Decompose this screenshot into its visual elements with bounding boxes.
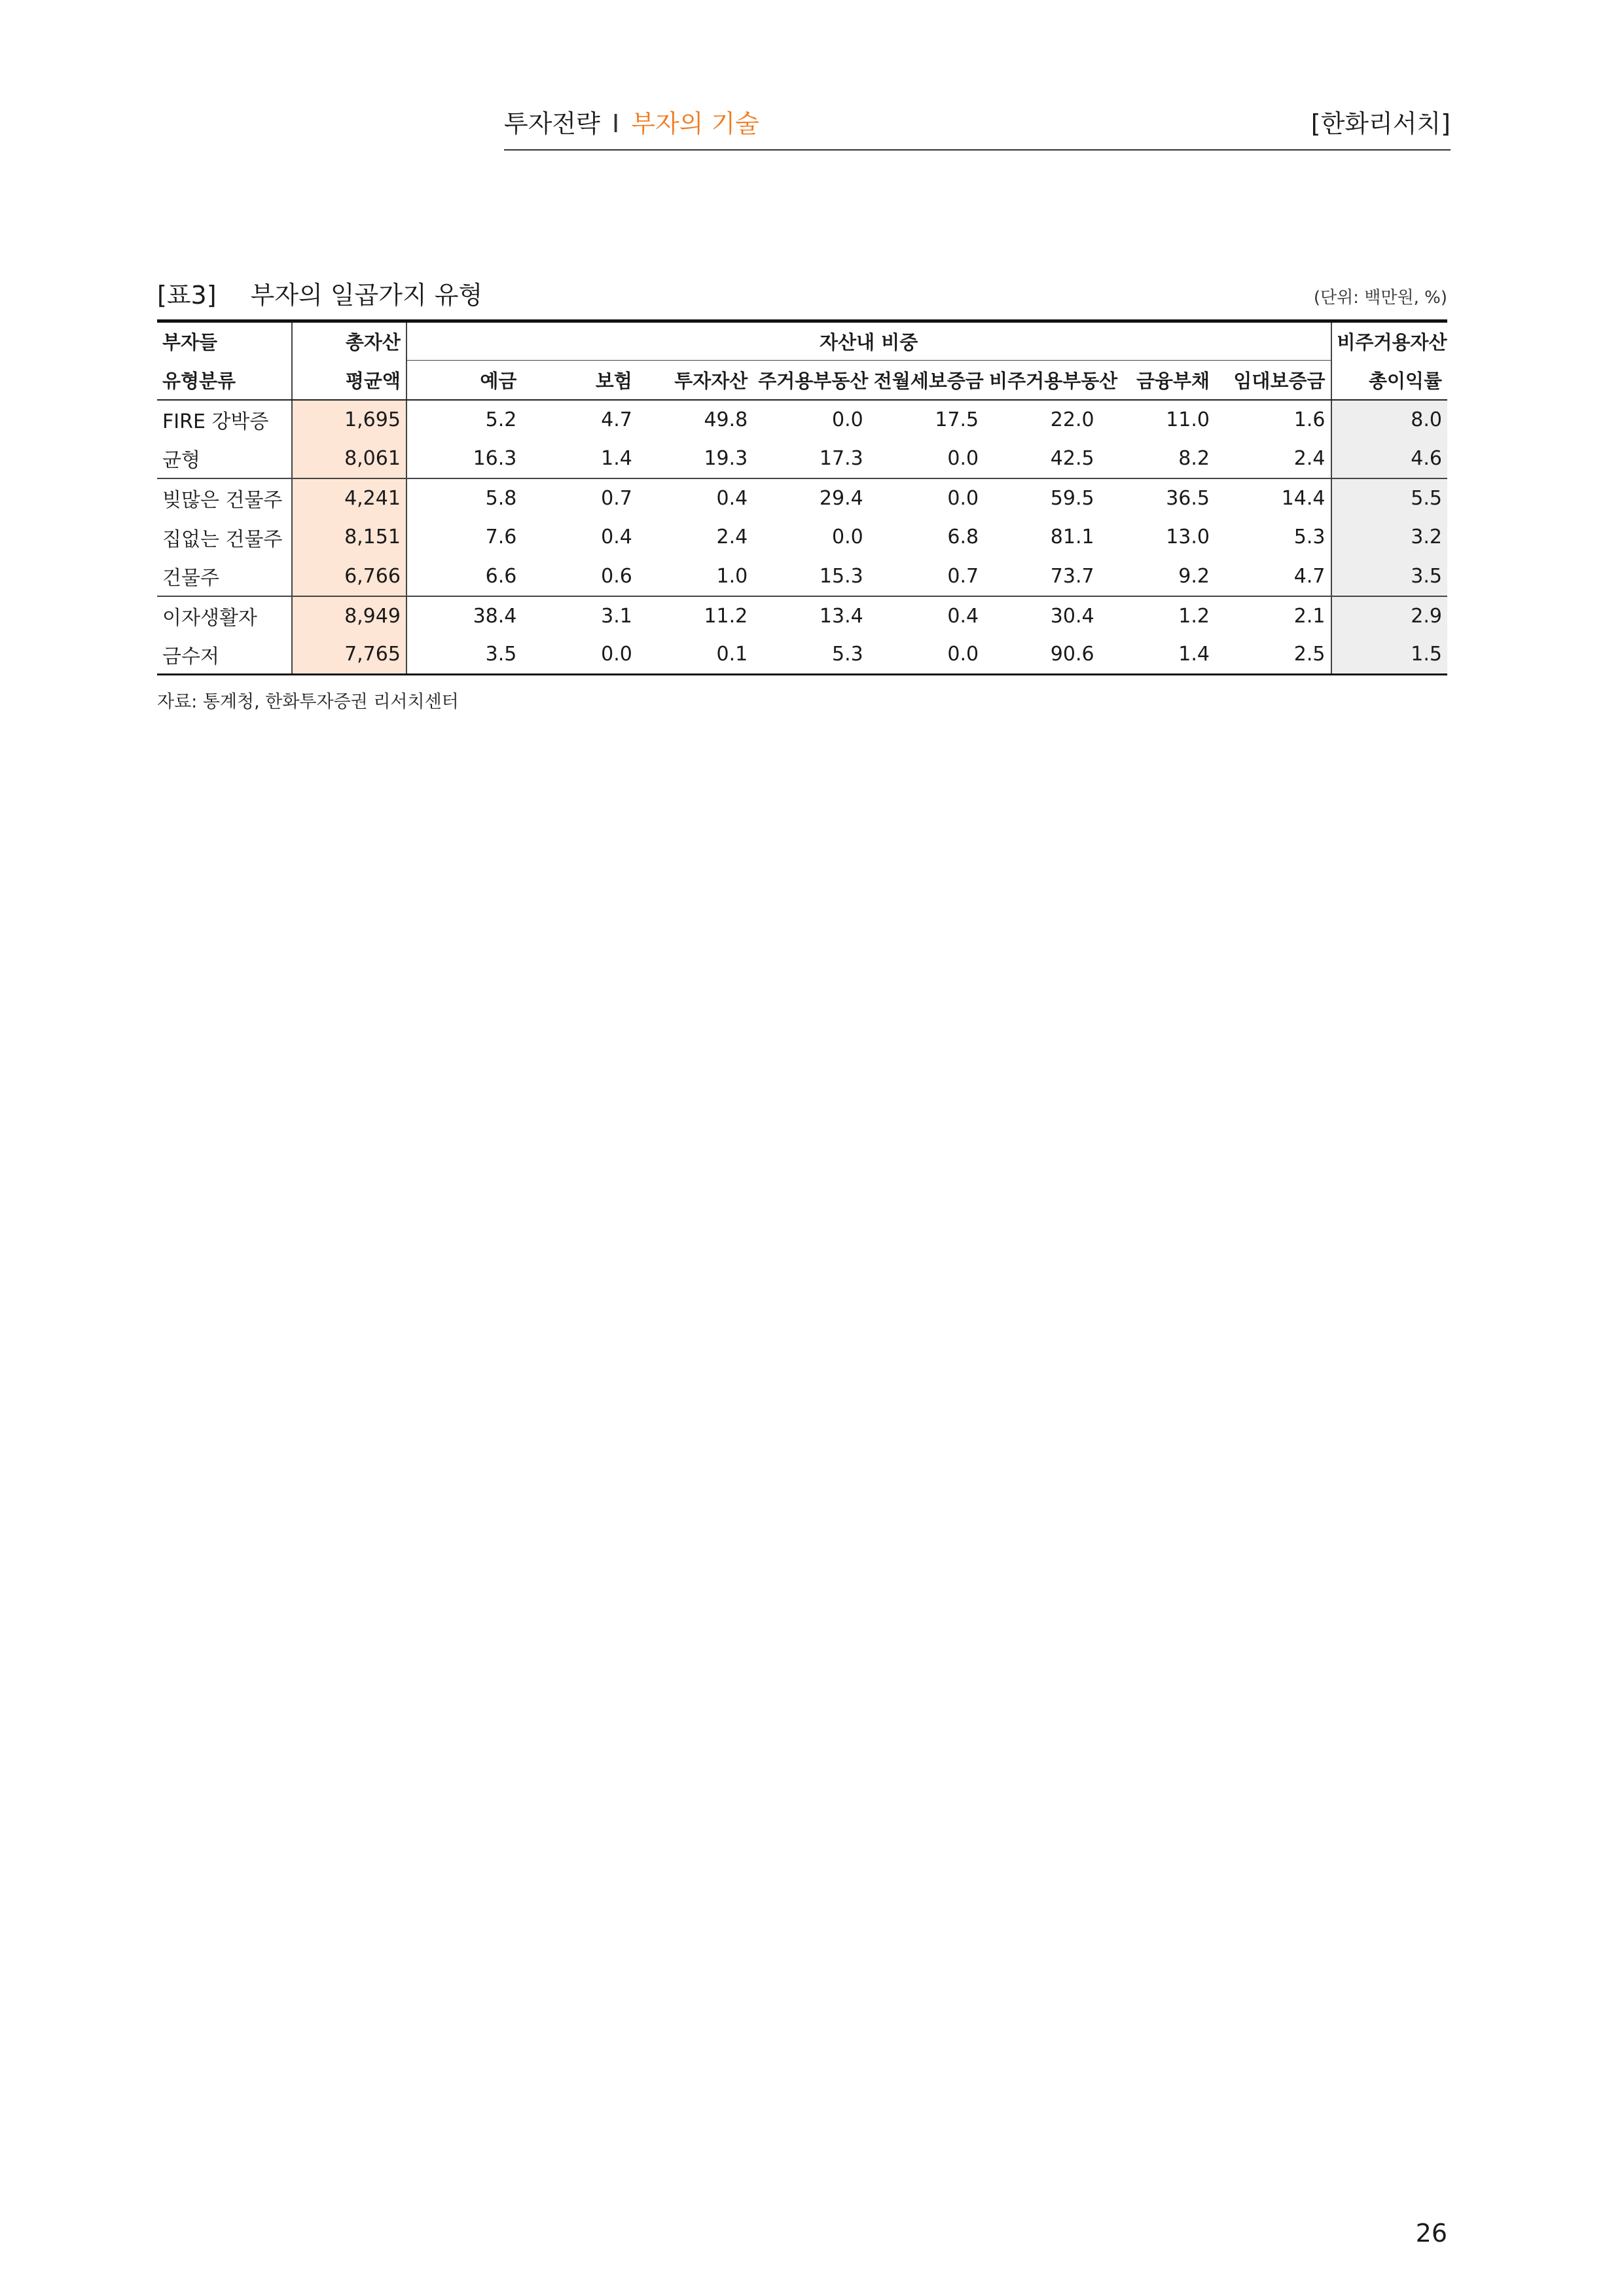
row-label: 균형: [157, 439, 292, 478]
table-cell: 2.4: [1215, 439, 1331, 478]
table-cell: 8,949: [292, 596, 406, 636]
table-cell: 5.2: [485, 408, 517, 431]
table-cell: 5.3: [753, 636, 868, 675]
table-row: [157, 400, 1447, 439]
table-cell: 59.5: [984, 478, 1099, 518]
header-row-1: [157, 321, 1447, 361]
table-cell: 1.6: [1215, 400, 1331, 439]
header-cell: 총자산: [292, 321, 406, 361]
table-cell: 2.9: [1331, 596, 1448, 636]
table-row: [157, 518, 1447, 557]
table-cell: 0.4: [601, 526, 632, 548]
header-cell: 비주거용부동산: [984, 361, 1099, 400]
table-cell: 29.4: [753, 478, 868, 518]
table-cell: 11.0: [1166, 408, 1210, 431]
row-label: 집없는 건물주: [157, 518, 292, 557]
header-cell: 평균액: [292, 361, 406, 400]
table-cell: 8,061: [292, 439, 406, 478]
table-cell: 2.5: [1215, 636, 1331, 675]
table-cell: 30.4: [984, 596, 1099, 636]
table-row: [157, 439, 1447, 478]
table-cell: 1,695: [292, 400, 406, 439]
table-cell: 0.7: [947, 564, 979, 588]
table-cell: 17.5: [935, 408, 979, 431]
table-cell: 0.1: [638, 636, 753, 675]
table-cell: 81.1: [1050, 526, 1094, 548]
table-cell: 8.0: [1331, 400, 1448, 439]
table-cell: 0.0: [831, 408, 863, 431]
table-cell: 1.4: [601, 446, 632, 470]
table-cell: 3.1: [522, 596, 637, 636]
table-cell: 13.4: [753, 596, 868, 636]
table-cell: 36.5: [1100, 478, 1215, 518]
table-unit: (단위: 백만원, %): [1313, 288, 1447, 308]
table-cell: 16.3: [473, 446, 517, 470]
header-cell: 보험: [522, 361, 637, 400]
table-cell: 13.0: [1166, 526, 1210, 548]
table-cell: 3.5: [406, 636, 522, 675]
header-row-2: [157, 361, 1447, 400]
header-section: 투자전략: [504, 109, 600, 138]
table-cell: 3.5: [1331, 557, 1448, 596]
header-cell: 비주거용자산: [1331, 321, 1448, 361]
table-cell: 0.4: [638, 478, 753, 518]
table-cell: 8.2: [1178, 446, 1210, 470]
header-cell: 투자자산: [638, 361, 753, 400]
table-title-text: 부자의 일곱가지 유형: [250, 281, 483, 310]
row-label: 금수저: [157, 636, 292, 675]
table-cell: 0.0: [947, 446, 979, 470]
header-cell: 임대보증금: [1215, 361, 1331, 400]
table-cell: 0.0: [831, 526, 863, 548]
table-cell: 0.6: [601, 564, 632, 588]
table-cell: 38.4: [406, 596, 522, 636]
table-cell: 3.2: [1331, 518, 1448, 557]
table-row: [157, 636, 1447, 675]
table-cell: 6.8: [947, 526, 979, 548]
table-title: [157, 275, 482, 311]
table-cell: 6,766: [292, 557, 406, 596]
table-cell: 0.4: [869, 596, 984, 636]
table-cell: 42.5: [1050, 446, 1094, 470]
data-table: [157, 319, 1447, 675]
header-group-cell: 자산내 비중: [406, 321, 1331, 361]
table-source: 자료: 통계청, 한화투자증권 리서치센터: [157, 692, 459, 712]
header-cell: 부자들: [157, 321, 292, 361]
header-cell: 총이익률: [1331, 361, 1448, 400]
table-cell: 14.4: [1215, 478, 1331, 518]
table-cell: 17.3: [819, 446, 863, 470]
table-cell: 11.2: [638, 596, 753, 636]
header-cell: 전월세보증금: [869, 361, 984, 400]
table-cell: 2.1: [1215, 596, 1331, 636]
table-cell: 2.4: [716, 526, 748, 548]
row-label: FIRE 강박증: [157, 400, 292, 439]
header-cell: 예금: [406, 361, 522, 400]
table-cell: 8,151: [292, 518, 406, 557]
page-number: 26: [1415, 2219, 1447, 2248]
table-cell: 19.3: [704, 446, 748, 470]
header-topic: 부자의 기술: [631, 109, 759, 138]
table-cell: 4.7: [1215, 557, 1331, 596]
header-cell: 주거용부동산: [753, 361, 868, 400]
table-cell: 1.0: [716, 564, 748, 588]
table-cell: 1.4: [1100, 636, 1215, 675]
table-row: [157, 596, 1447, 636]
table-cell: 5.8: [406, 478, 522, 518]
table-row: [157, 478, 1447, 518]
table-cell: 1.2: [1100, 596, 1215, 636]
table-cell: 0.0: [522, 636, 637, 675]
table-cell: 0.0: [869, 478, 984, 518]
table-cell: 7,765: [292, 636, 406, 675]
table-cell: 0.7: [522, 478, 637, 518]
row-label: 건물주: [157, 557, 292, 596]
table-cell: 9.2: [1178, 564, 1210, 588]
table-cell: 49.8: [704, 408, 748, 431]
table-cell: 7.6: [485, 526, 517, 548]
table-cell: 90.6: [984, 636, 1099, 675]
row-label: 이자생활자: [157, 596, 292, 636]
header-publisher: [한화리서치]: [1310, 109, 1451, 138]
row-label: 빚많은 건물주: [157, 478, 292, 518]
table-cell: 22.0: [1050, 408, 1094, 431]
header-cell: 금융부채: [1100, 361, 1215, 400]
table-number: [표3]: [157, 281, 217, 310]
table-cell: 6.6: [485, 564, 517, 588]
table-cell: 5.3: [1215, 518, 1331, 557]
header-cell: 유형분류: [157, 361, 292, 400]
table-cell: 0.0: [869, 636, 984, 675]
table-row: [157, 557, 1447, 596]
table-cell: 4,241: [292, 478, 406, 518]
table-cell: 5.5: [1331, 478, 1448, 518]
table-cell: 1.5: [1331, 636, 1448, 675]
page-header: [504, 98, 1451, 151]
header-breadcrumb: [504, 103, 759, 139]
table-cell: 73.7: [1050, 564, 1094, 588]
table-cell: 4.7: [601, 408, 632, 431]
table-cell: 4.6: [1331, 439, 1448, 478]
header-separator: I: [611, 109, 620, 138]
table-cell: 15.3: [819, 564, 863, 588]
